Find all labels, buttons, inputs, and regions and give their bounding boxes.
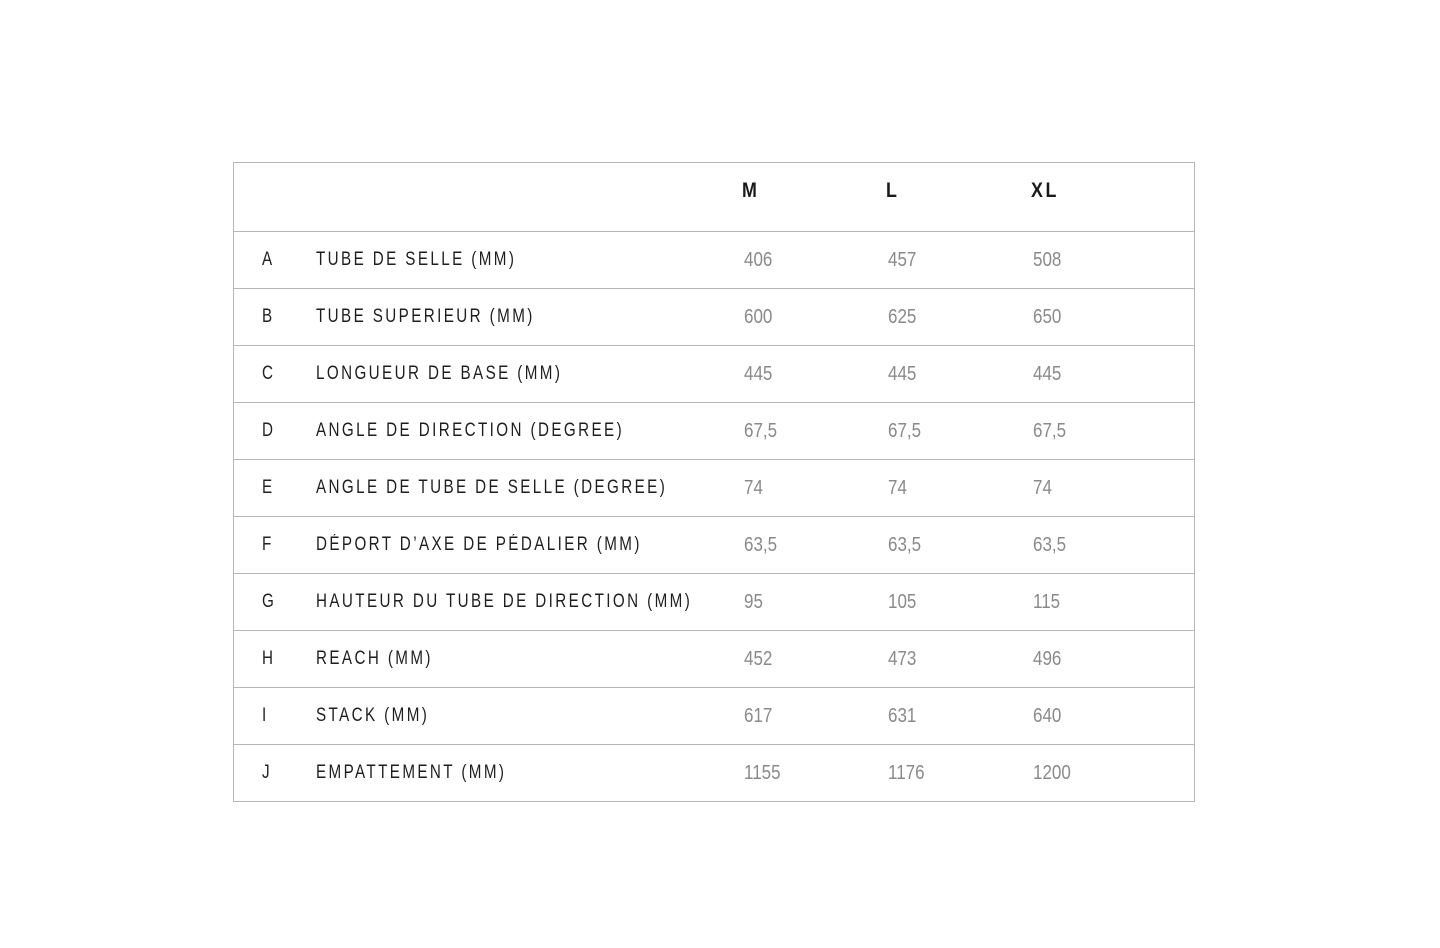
value-l: 67,5 bbox=[888, 419, 922, 442]
value-m: 67,5 bbox=[744, 419, 778, 442]
value-xl: 496 bbox=[1033, 647, 1062, 670]
row-label: ANGLE DE DIRECTION (DEGREE) bbox=[316, 420, 625, 441]
row-code: J bbox=[262, 762, 270, 783]
value-l: 63,5 bbox=[888, 533, 922, 556]
table-row bbox=[234, 231, 1194, 288]
table-row bbox=[234, 630, 1194, 687]
row-label: TUBE SUPERIEUR (MM) bbox=[316, 306, 535, 327]
row-label: REACH (MM) bbox=[316, 648, 433, 669]
row-label: TUBE DE SELLE (MM) bbox=[316, 249, 517, 270]
value-xl: 650 bbox=[1033, 305, 1062, 328]
value-m: 600 bbox=[744, 305, 773, 328]
row-code: A bbox=[262, 249, 273, 270]
value-l: 74 bbox=[888, 476, 907, 499]
value-xl: 445 bbox=[1033, 362, 1062, 385]
size-header-xl: XL bbox=[1031, 179, 1059, 202]
value-l: 625 bbox=[888, 305, 917, 328]
size-header-m: M bbox=[742, 179, 760, 202]
row-code: F bbox=[262, 534, 272, 555]
value-m: 1155 bbox=[744, 761, 781, 784]
value-m: 74 bbox=[744, 476, 763, 499]
row-code: E bbox=[262, 477, 273, 498]
value-xl: 508 bbox=[1033, 248, 1062, 271]
value-xl: 63,5 bbox=[1033, 533, 1067, 556]
table-row bbox=[234, 459, 1194, 516]
row-label: EMPATTEMENT (MM) bbox=[316, 762, 507, 783]
row-code: C bbox=[262, 363, 273, 384]
row-code: G bbox=[262, 591, 274, 612]
row-code: H bbox=[262, 648, 273, 669]
table-row bbox=[234, 402, 1194, 459]
row-label: STACK (MM) bbox=[316, 705, 430, 726]
value-l: 1176 bbox=[888, 761, 925, 784]
table-row bbox=[234, 516, 1194, 573]
value-l: 445 bbox=[888, 362, 917, 385]
value-l: 457 bbox=[888, 248, 917, 271]
row-code: I bbox=[262, 705, 267, 726]
value-m: 63,5 bbox=[744, 533, 778, 556]
value-l: 631 bbox=[888, 704, 917, 727]
table-row bbox=[234, 687, 1194, 744]
table-header-row bbox=[234, 163, 1194, 231]
geometry-table bbox=[233, 162, 1195, 802]
value-m: 617 bbox=[744, 704, 773, 727]
table-row bbox=[234, 573, 1194, 630]
table-row bbox=[234, 288, 1194, 345]
value-xl: 1200 bbox=[1033, 761, 1071, 784]
value-m: 406 bbox=[744, 248, 773, 271]
row-label: LONGUEUR DE BASE (MM) bbox=[316, 363, 563, 384]
value-xl: 74 bbox=[1033, 476, 1052, 499]
value-xl: 640 bbox=[1033, 704, 1062, 727]
value-m: 445 bbox=[744, 362, 773, 385]
value-xl: 115 bbox=[1033, 590, 1061, 613]
row-code: D bbox=[262, 420, 273, 441]
value-l: 105 bbox=[888, 590, 917, 613]
row-label: ANGLE DE TUBE DE SELLE (DEGREE) bbox=[316, 477, 668, 498]
value-xl: 67,5 bbox=[1033, 419, 1067, 442]
value-l: 473 bbox=[888, 647, 917, 670]
row-label: HAUTEUR DU TUBE DE DIRECTION (MM) bbox=[316, 591, 693, 612]
row-code: B bbox=[262, 306, 273, 327]
value-m: 452 bbox=[744, 647, 773, 670]
size-header-l: L bbox=[886, 179, 900, 202]
table-row bbox=[234, 345, 1194, 402]
value-m: 95 bbox=[744, 590, 763, 613]
table-row bbox=[234, 744, 1194, 801]
row-label: DÉPORT D’AXE DE PÉDALIER (MM) bbox=[316, 534, 642, 555]
